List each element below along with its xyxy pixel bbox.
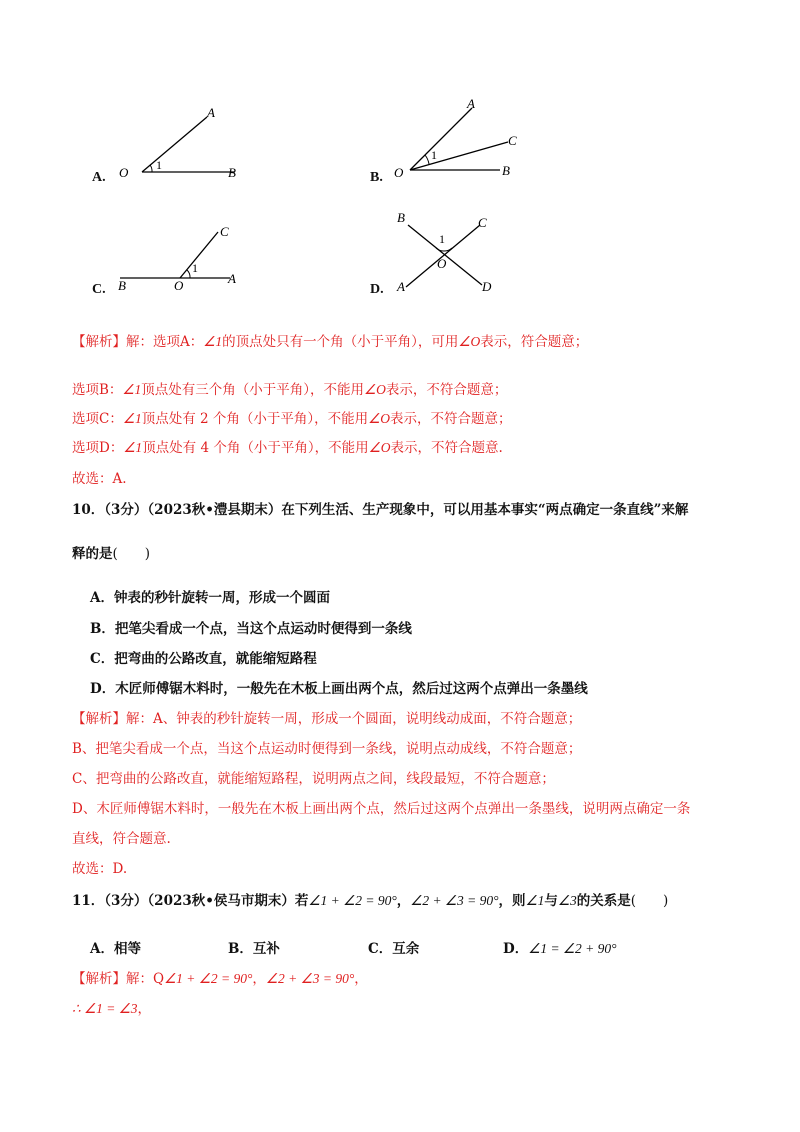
q11-analysis-line2 [72,997,151,1017]
equation: ∴ ∠1 = ∠3 [72,1001,138,1016]
text: 的关系是 [576,893,631,909]
text: ， [354,971,368,987]
angle-symbol: ∠1 [122,411,142,426]
fig-b-label-a: A [467,96,475,111]
answer-paren: ( ) [630,893,669,909]
analysis-tag: 【解析】 [72,711,126,727]
option-a-label: A. [92,170,106,185]
option-text: ∠1 = ∠2 + 90° [528,941,617,956]
figure-d [392,205,512,300]
text: 11．（3分）（2023秋•侯马市期末）若 [72,893,309,909]
equation: ∠1 + ∠2 = 90° [164,971,253,986]
option-label: C． [368,941,393,957]
analysis-tag: 【解析】 [72,971,126,987]
angle-symbol: ∠3 [557,893,577,908]
q11-analysis-line1 [72,967,368,987]
text: 解：选项A： [126,334,204,350]
q10-option-b: B．把笔尖看成一个点，当这个点运动时便得到一条线 [90,621,412,637]
q9-analysis-line1 [72,330,588,350]
fig-a-label-b: B [228,165,236,180]
q10-option-d: D．木匠师傅锯木料时，一般先在木板上画出两个点，然后过这两个点弹出一条墨线 [90,681,588,697]
q9-analysis-line4 [72,436,503,456]
text: 顶点处有三个角（小于平角），不能用 [141,382,365,398]
fig-d-label-d: D [482,279,492,294]
text: 顶点处有 4 个角（小于平角），不能用 [142,440,369,456]
answer-paren: ( ) [112,546,151,562]
option-c-label: C. [92,282,106,297]
fig-d-label-a: A [397,279,405,294]
figure-c [112,220,252,300]
fig-d-angle-label: 1 [439,232,445,246]
text: 表示，符合题意； [480,334,589,350]
angle-symbol: ∠O [368,440,391,455]
text: ，则 [498,893,526,909]
text: 与 [544,893,558,909]
fig-c-label-o: O [174,278,184,293]
angle-symbol: ∠1 [203,334,223,349]
option-text: 互余 [392,941,420,957]
q10-analysis-line1 [72,707,581,727]
angle-symbol: ∠1 [525,893,545,908]
q11-option-a [90,937,141,957]
text: 解：A、钟表的秒针旋转一周，形成一个圆面，说明线动成面，不符合题意； [126,711,582,727]
fig-c-label-c: C [220,224,229,239]
text: ， [396,893,411,909]
text: 表示，不符合题意. [390,440,503,456]
fig-d-label-o: O [437,256,447,271]
fig-a-angle-label: 1 [156,158,162,172]
q10-analysis-line2: B、把笔尖看成一个点，当这个点运动时便得到一条线，说明点动成线，不符合题意； [72,741,582,757]
equation: ∠2 + ∠3 = 90° [265,971,355,986]
text: 顶点处有 2 个角（小于平角），不能用 [141,411,369,427]
q10-stem-line2 [72,542,150,562]
option-text: 相等 [113,941,141,957]
text: 的顶点处只有一个角（小于平角），可用 [222,334,459,350]
text: 表示，不符合题意； [385,382,508,398]
q10-option-c: C．把弯曲的公路改直，就能缩短路程 [90,651,317,667]
angle-symbol: ∠O [364,382,386,397]
q10-answer: 故选：D. [72,861,128,877]
analysis-tag: 【解析】 [72,334,126,350]
angle-symbol: ∠1 [122,382,142,397]
fig-b-label-o: O [394,165,404,180]
text: ， [252,971,266,987]
option-b-label: B. [370,170,383,185]
text: 释的是 [72,546,113,562]
q10-stem-line1: 10．（3分）（2023秋•澧县期末）在下列生活、生产现象中，可以用基本事实“两点确定一条直线”来解 [72,502,689,518]
because-symbol: Q [153,971,165,987]
figure-a [110,100,260,190]
q11-stem [72,889,668,909]
option-label: D． [503,941,529,957]
text: 解： [126,971,153,987]
figure-b [388,92,538,187]
fig-a-label-o: O [119,165,129,180]
q10-option-a: A．钟表的秒针旋转一周，形成一个圆面 [90,590,330,606]
option-text: 互补 [252,941,280,957]
fig-b-label-c: C [508,133,517,148]
q9-analysis-line3 [72,407,511,427]
option-label: B． [228,941,253,957]
option-d-label: D. [370,282,384,297]
q11-option-c [368,937,419,957]
fig-d-label-b: B [397,210,405,225]
text: 表示，不符合题意； [389,411,512,427]
angle-symbol: ∠O [458,334,481,349]
text: 选项B： [72,382,123,398]
q11-option-d [503,937,617,957]
angle-symbol: ∠1 [123,440,143,455]
text: 选项D： [72,440,124,456]
fig-c-label-b: B [118,278,126,293]
q9-analysis-line2 [72,378,507,398]
equation: ∠1 + ∠2 = 90° [308,893,397,908]
fig-c-angle-label: 1 [192,261,198,275]
fig-b-label-b: B [502,163,510,178]
q11-option-b [228,937,280,957]
fig-c-label-a: A [228,271,236,286]
text: 选项C： [72,411,123,427]
fig-d-label-c: C [478,215,487,230]
q10-analysis-line5: 直线，符合题意. [72,831,171,847]
q10-analysis-line4: D、木匠师傅锯木料时，一般先在木板上画出两个点，然后过这两个点弹出一条墨线，说明两点确定一条 [72,801,691,817]
option-label: A． [90,941,114,957]
q9-answer: 故选：A. [72,471,127,487]
fig-b-angle-label: 1 [431,148,437,162]
angle-symbol: ∠O [368,411,390,426]
fig-a-label-a: A [207,105,215,120]
q10-analysis-line3: C、把弯曲的公路改直，就能缩短路程，说明两点之间，线段最短，不符合题意； [72,771,555,787]
equation: ∠2 + ∠3 = 90° [410,893,499,908]
text: ， [137,1001,152,1017]
